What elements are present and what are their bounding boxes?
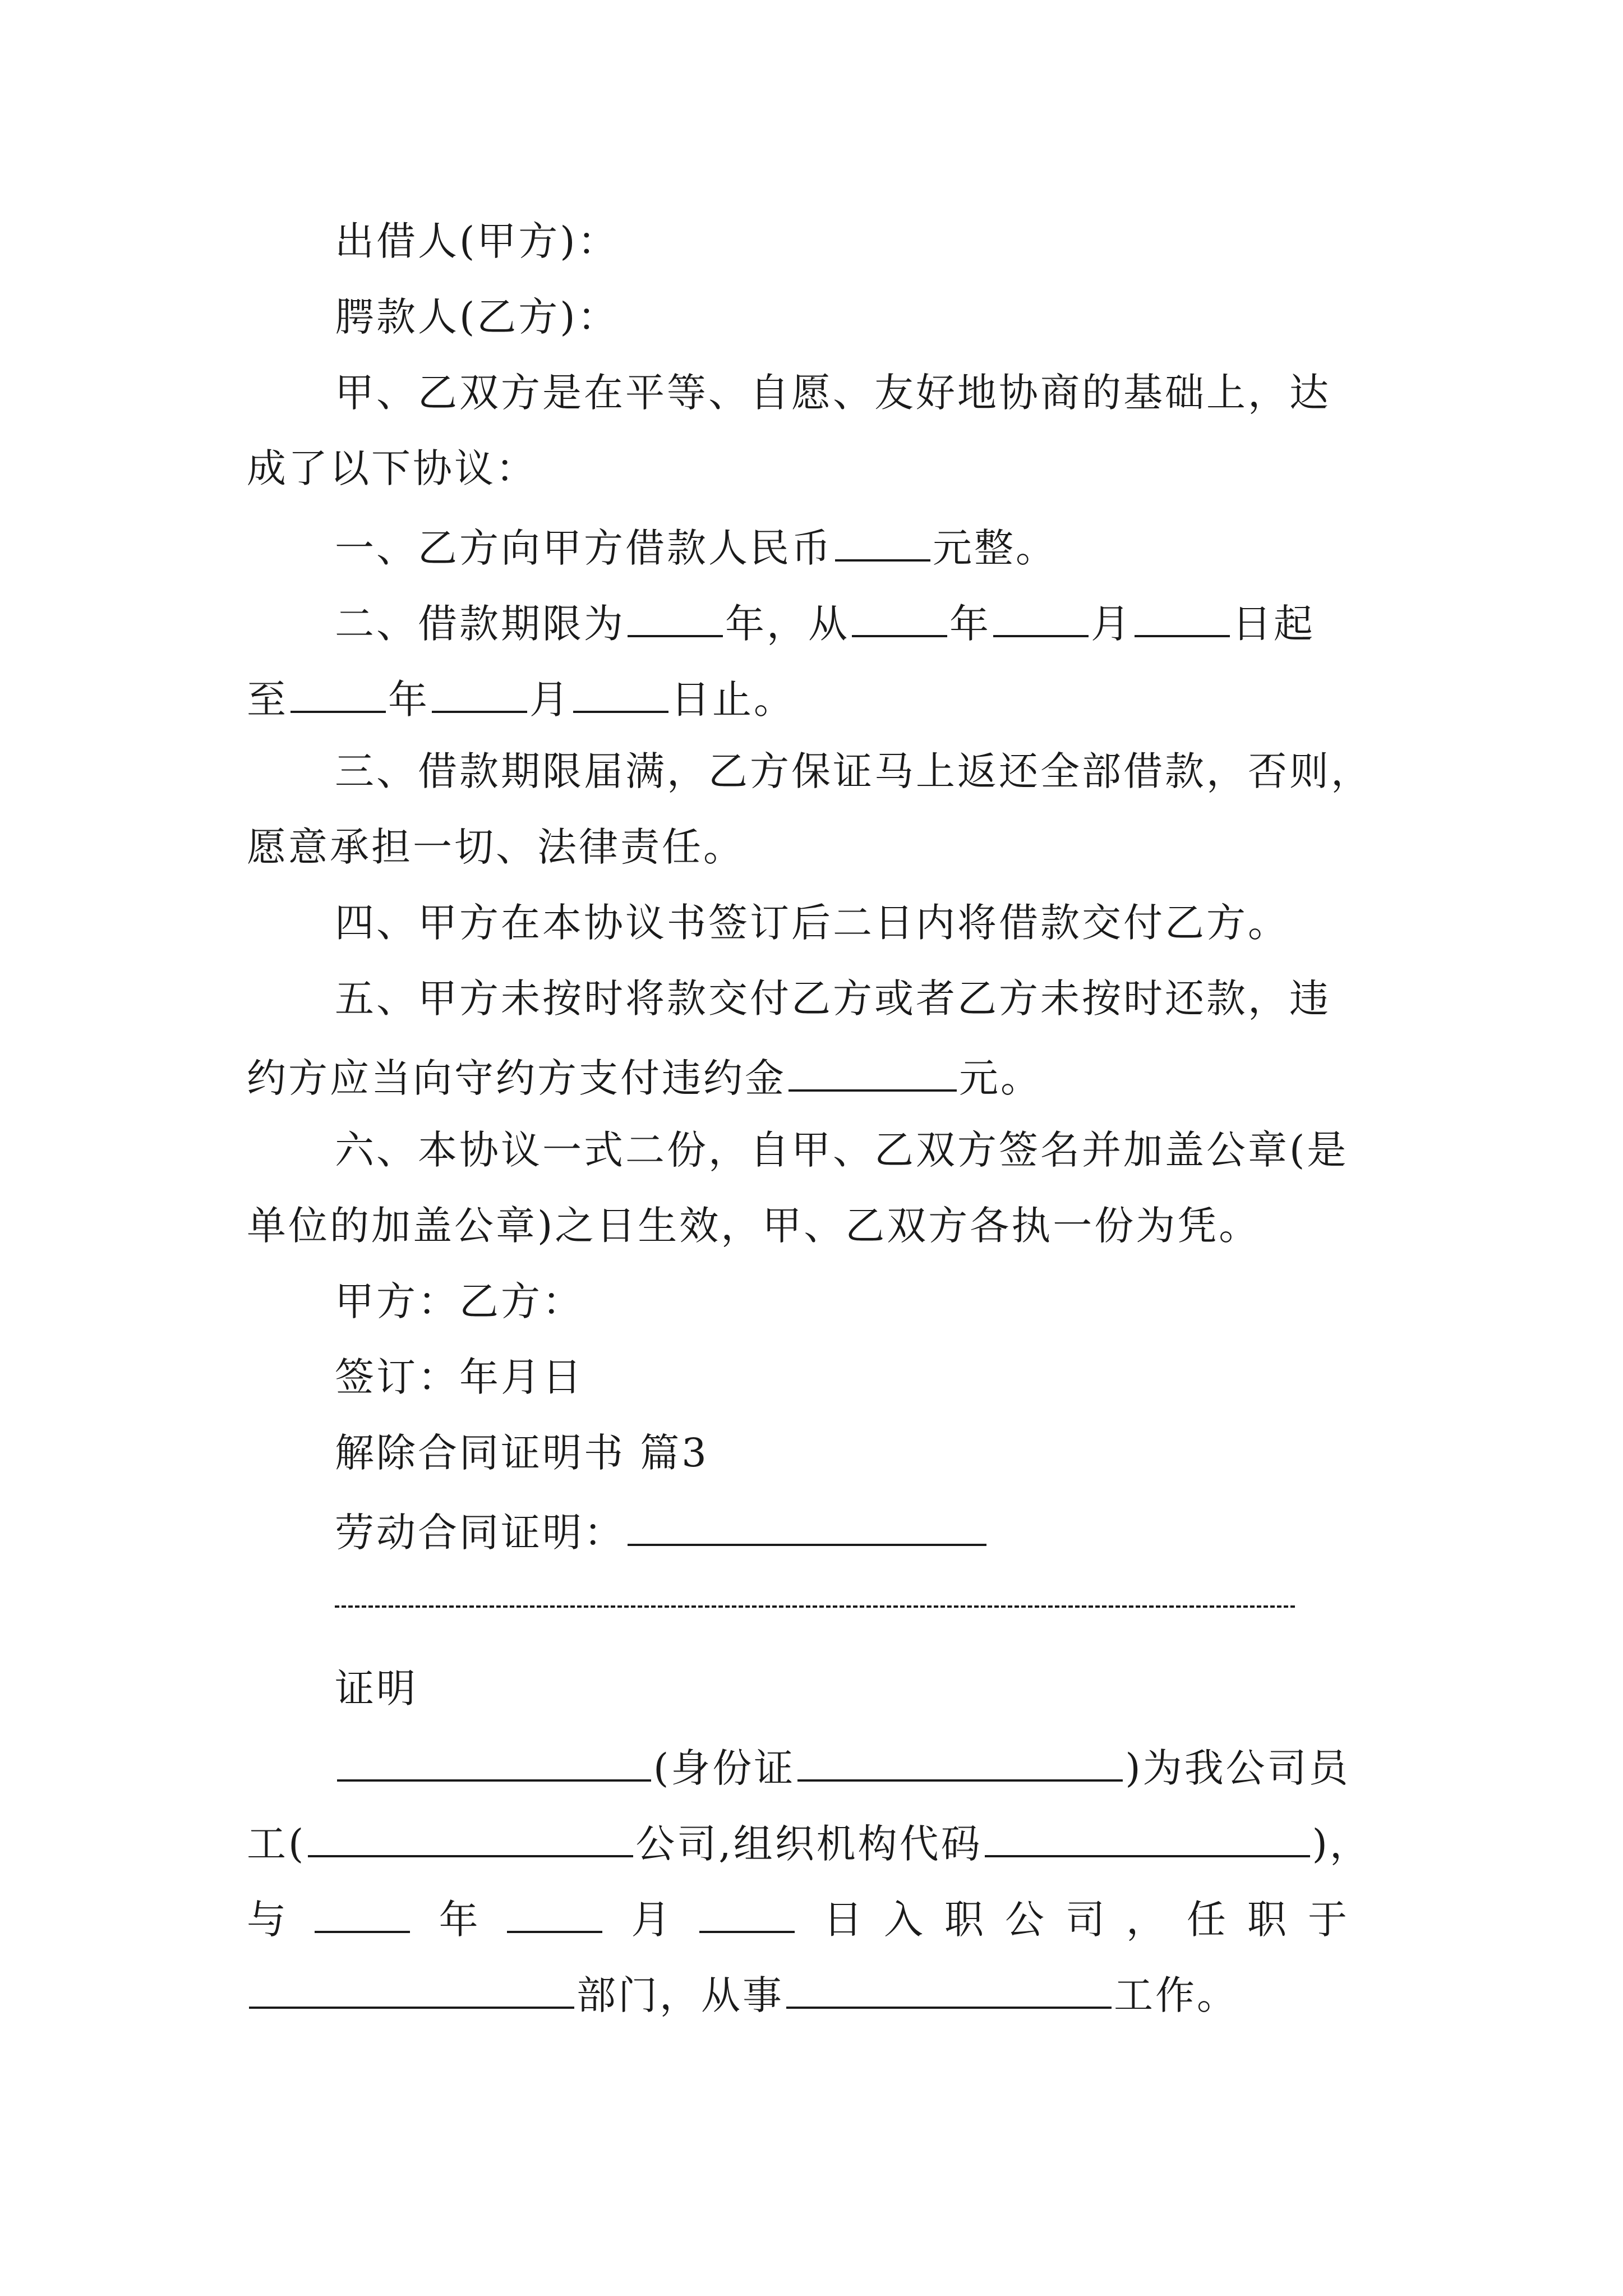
start-month-blank [993, 600, 1089, 637]
intro-text-2: 成了以下协议： [247, 445, 537, 491]
borrower-line [335, 294, 619, 340]
clause-2-month: 月 [1091, 601, 1132, 647]
org-code-blank [985, 1820, 1310, 1857]
lender-line [335, 218, 619, 264]
certificate-text-2a: 工( [247, 1821, 306, 1867]
job-tail: 工作。 [1114, 1972, 1238, 2018]
clause-2-year: 年 [949, 601, 991, 647]
clause-2-line-1 [335, 600, 1315, 647]
entry-month-blank [507, 1896, 602, 1933]
start-day-blank [1135, 600, 1230, 637]
employee-name-blank [337, 1745, 651, 1782]
certificate-year: 年 [439, 1897, 478, 1943]
certificate-line-4 [247, 1972, 1238, 2018]
company-name-blank [308, 1820, 633, 1857]
intro-line-1 [335, 370, 1331, 416]
clause-2-until: 至 [247, 677, 288, 723]
amount-blank [835, 524, 930, 562]
intro-text-1: 甲、乙双方是在平等、自愿、友好地协商的基础上，达 [335, 370, 1331, 416]
labor-contract-label: 劳动合同证明： [335, 1510, 625, 1556]
department-label: 部门，从事 [577, 1972, 784, 2018]
clause-3-text-1: 三、借款期限届满，乙方保证马上返还全部借款，否则， [335, 748, 1372, 794]
certificate-text-1: )为我公司员 [1125, 1745, 1350, 1791]
labor-contract-line [335, 1509, 989, 1556]
org-code-label: 公司,组织机构代码 [635, 1821, 983, 1867]
start-year-blank [852, 600, 947, 637]
entry-day-blank [699, 1896, 795, 1933]
lender-label: 出借人(甲方)： [335, 218, 619, 264]
clause-2-end-month: 月 [529, 677, 571, 723]
clause-3-line-1 [335, 748, 1372, 794]
penalty-blank [789, 1055, 957, 1092]
clause-4-text: 四、甲方在本协议书签订后二日内将借款交付乙方。 [335, 900, 1289, 946]
clause-6-line-1 [335, 1127, 1349, 1173]
entry-year-blank [315, 1896, 410, 1933]
certificate-line-2 [247, 1820, 1371, 1867]
clause-6-line-2 [247, 1203, 1261, 1249]
intro-line-2 [247, 445, 537, 491]
certificate-title-text: 证明 [335, 1665, 418, 1711]
clause-4 [335, 900, 1289, 946]
term-years-blank [628, 600, 723, 637]
certificate-with: 与 [247, 1897, 286, 1943]
department-blank [249, 1972, 574, 2009]
certificate-text-2c: )， [1312, 1821, 1371, 1867]
clause-3-line-2 [247, 824, 745, 870]
clause-5-text-2: 约方应当向守约方支付违约金 [247, 1055, 786, 1101]
certificate-entry-text: 日入职公司，任职于 [823, 1897, 1368, 1943]
labor-contract-blank [628, 1509, 986, 1546]
clause-2-end-day: 日止。 [671, 677, 795, 723]
clause-3-text-2: 愿意承担一切、法律责任。 [247, 824, 745, 870]
id-number-blank [797, 1745, 1123, 1782]
job-blank [786, 1972, 1112, 2009]
section-heading-text: 解除合同证明书 篇3 [335, 1430, 709, 1476]
certificate-line-3 [247, 1896, 1368, 1943]
parties-text: 甲方：乙方： [335, 1278, 584, 1324]
id-card-label: (身份证 [653, 1745, 796, 1791]
end-year-blank [291, 676, 386, 713]
clause-2-text: 二、借款期限为 [335, 601, 625, 647]
clause-2-year-from: 年，从 [725, 601, 850, 647]
clause-5-tail: 元。 [959, 1055, 1042, 1101]
borrower-label: 腭款人(乙方)： [335, 294, 619, 340]
clause-2-day-start: 日起 [1232, 601, 1315, 647]
end-day-blank [573, 676, 668, 713]
certificate-title [335, 1665, 418, 1711]
certificate-month: 月 [631, 1897, 671, 1943]
end-month-blank [432, 676, 527, 713]
clause-2-line-2 [247, 676, 795, 723]
clause-5-text-1: 五、甲方未按时将款交付乙方或者乙方未按时还款，违 [335, 976, 1331, 1022]
parties-line [335, 1278, 584, 1324]
clause-6-text-2: 单位的加盖公章)之日生效，甲、乙双方各执一份为凭。 [247, 1203, 1261, 1249]
clause-5-line-1 [335, 976, 1331, 1022]
section-heading [335, 1430, 709, 1476]
clause-1-tail: 元整。 [933, 525, 1057, 571]
clause-2-end-year: 年 [388, 677, 430, 723]
clause-1 [335, 524, 1057, 571]
signed-date-line [335, 1354, 584, 1400]
signed-date-text: 签订：年月日 [335, 1354, 584, 1400]
clause-1-text: 一、乙方向甲方借款人民币 [335, 525, 833, 571]
certificate-line-1 [335, 1745, 1350, 1791]
dashed-divider [335, 1605, 1295, 1608]
clause-5-line-2 [247, 1055, 1042, 1101]
clause-6-text-1: 六、本协议一式二份，自甲、乙双方签名并加盖公章(是 [335, 1127, 1349, 1173]
